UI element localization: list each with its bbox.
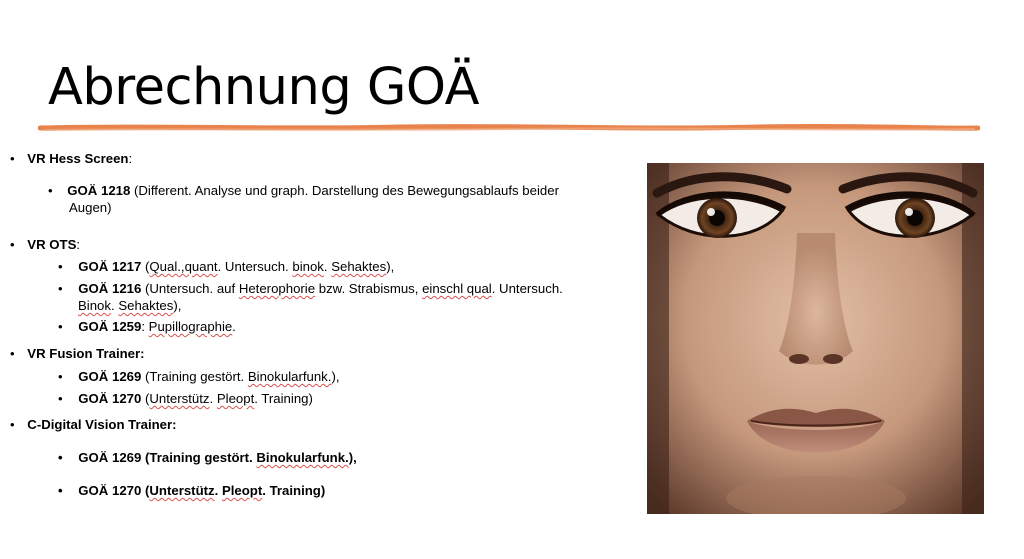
goa-code: GOÄ 1269: [78, 369, 142, 384]
spellcheck-word: Pupillographie: [148, 319, 233, 334]
section-heading-digital-vision-trainer: [10, 416, 177, 433]
spellcheck-word: Pleopt: [216, 391, 255, 406]
goa-code: GOÄ 1269: [78, 450, 142, 465]
list-item: [58, 482, 325, 499]
list-item: [48, 182, 608, 199]
bullet: •: [58, 259, 63, 274]
goa-code: GOÄ 1270: [78, 483, 142, 498]
heading-text: VR Fusion Trainer:: [27, 346, 145, 361]
text: .: [111, 298, 119, 313]
goa-code: GOÄ 1218: [67, 183, 131, 198]
heading-text: VR Hess Screen: [27, 151, 129, 166]
spellcheck-word: binok: [292, 259, 324, 274]
heading-text: VR OTS: [27, 237, 77, 252]
heading-text: C-Digital Vision Trainer:: [27, 417, 177, 432]
item-desc-line2: [78, 297, 181, 314]
section-heading-fusion-trainer: [10, 345, 145, 362]
face-portrait-image: [647, 163, 984, 514]
spellcheck-word: Unterstütz: [149, 391, 210, 406]
spellcheck-word: Sehaktes: [118, 298, 174, 313]
bullet: •: [10, 237, 15, 252]
text: . Training): [262, 483, 326, 498]
spellcheck-word: Binokularfunk.: [247, 369, 332, 384]
text: ),: [348, 450, 357, 465]
heading-suffix: :: [76, 237, 81, 252]
text: (Untersuch. auf: [141, 281, 239, 296]
text: . Untersuch.: [217, 259, 293, 274]
text: .: [323, 259, 332, 274]
list-item: [58, 368, 340, 385]
bullet: •: [58, 319, 63, 334]
text: (: [141, 391, 150, 406]
text: .: [209, 391, 217, 406]
text: (: [141, 483, 150, 498]
bullet: •: [10, 417, 15, 432]
text: (: [141, 259, 150, 274]
bullet: •: [58, 391, 63, 406]
text: (Training gestört.: [141, 369, 248, 384]
slide-title: Abrechnung GOÄ: [48, 58, 480, 117]
text: .: [214, 483, 222, 498]
list-item: [58, 258, 394, 275]
spellcheck-word: einschl qual: [422, 281, 492, 296]
list-item: [58, 449, 357, 466]
bullet: •: [10, 151, 15, 166]
spellcheck-word: Pleopt: [221, 483, 263, 498]
list-item: [58, 280, 563, 297]
heading-suffix: :: [128, 151, 133, 166]
goa-code: GOÄ 1217: [78, 259, 142, 274]
text: ),: [331, 369, 340, 384]
list-item: [58, 318, 236, 335]
text: . Untersuch.: [491, 281, 563, 296]
text: :: [141, 319, 149, 334]
bullet: •: [58, 369, 63, 384]
text: ),: [386, 259, 395, 274]
bullet: •: [58, 450, 63, 465]
bullet: •: [10, 346, 15, 361]
section-heading-hess-screen: [10, 150, 132, 167]
spellcheck-word: Binok: [78, 298, 111, 313]
text: bzw. Strabismus,: [315, 281, 423, 296]
goa-code: GOÄ 1270: [78, 391, 142, 406]
spellcheck-word: Unterstütz: [149, 483, 215, 498]
section-heading-ots: [10, 236, 80, 253]
text: ),: [173, 298, 182, 313]
text: .: [232, 319, 236, 334]
face-illustration: [647, 163, 984, 514]
spellcheck-word: Binokularfunk.: [256, 450, 349, 465]
bullet: •: [48, 183, 53, 198]
spellcheck-word: Sehaktes: [331, 259, 387, 274]
text: . Training): [254, 391, 313, 406]
goa-code: GOÄ 1259: [78, 319, 142, 334]
item-desc: (Different. Analyse und graph. Darstellung des Bewegungsablaufs beider: [130, 183, 559, 198]
spellcheck-word: Heterophorie: [238, 281, 316, 296]
list-item: [58, 390, 313, 407]
bullet: •: [58, 483, 63, 498]
item-desc-line2: Augen): [69, 200, 112, 215]
spellcheck-word: Qual.,quant: [149, 259, 218, 274]
text: (Training gestört.: [141, 450, 257, 465]
goa-code: GOÄ 1216: [78, 281, 142, 296]
bullet: •: [58, 281, 63, 296]
